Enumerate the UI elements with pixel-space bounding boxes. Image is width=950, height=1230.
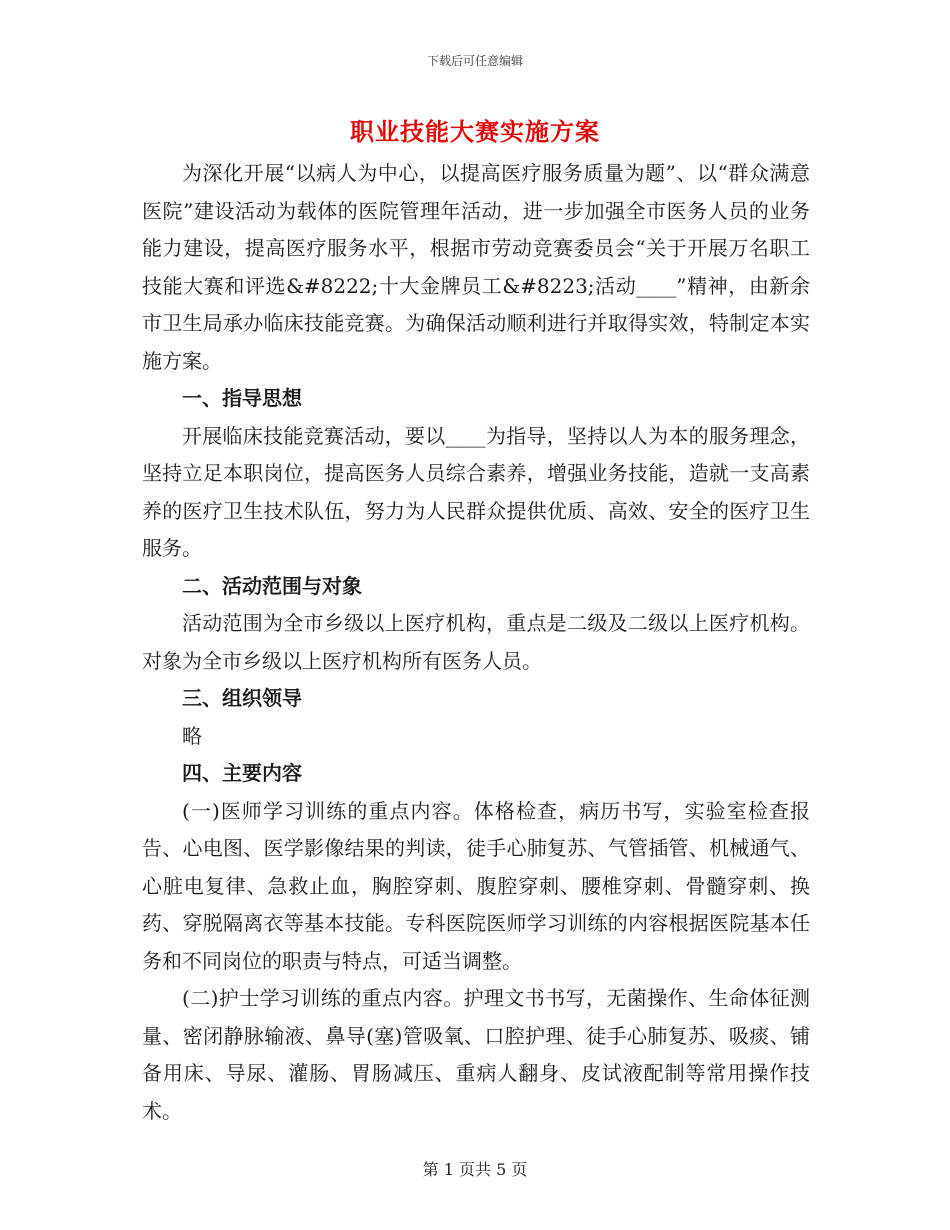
section-heading-main-content: 四、主要内容: [182, 761, 302, 785]
section-paragraph: 开展临床技能竞赛活动，要以____为指导，坚持以人为本的服务理念，坚持立足本职岗位，提高医务人员综合素养，增强业务技能，造就一支高素养的医疗卫生技术队伍，努力为人民群众提供优质、高效、安全的医疗卫生服务。: [142, 423, 810, 560]
section-paragraph: (一)医师学习训练的重点内容。体格检查，病历书写，实验室检查报告、心电图、医学影像结果的判读，徒手心肺复苏、气管插管、机械通气、心脏电复律、急救止血，胸腔穿刺、腹腔穿刺、腰椎穿刺、骨髓穿刺、换药、穿脱隔离衣等基本技能。专科医院医师学习训练的内容根据医院基本任务和不同岗位的职责与特点，可适当调整。: [142, 798, 810, 973]
section-heading-organization: 三、组织领导: [182, 686, 302, 710]
section-heading-guiding-ideology: 一、指导思想: [182, 386, 302, 410]
document-title: 职业技能大赛实施方案: [350, 117, 600, 146]
intro-paragraph: 为深化开展“以病人为中心，以提高医疗服务质量为题”、以“群众满意医院”建设活动为载体的医院管理年活动，进一步加强全市医务人员的业务能力建设，提高医疗服务水平，根据市劳动竞赛委员会“关于开展万名职工技能大赛和评选&#8222;十大金牌员工&#8223;活动____”精神，由新余市卫生局承办临床技能竞赛。为确保活动顺利进行并取得实效，特制定本实施方案。: [142, 161, 810, 373]
page-header-note: 下载后可任意编辑: [426, 54, 523, 68]
section-paragraph: (二)护士学习训练的重点内容。护理文书书写，无菌操作、生命体征测量、密闭静脉输液、鼻导(塞)管吸氧、口腔护理、徒手心肺复苏、吸痰、铺备用床、导尿、灌肠、胃肠减压、重病人翻身、皮试液配制等常用操作技术。: [142, 986, 810, 1123]
section-heading-scope: 二、活动范围与对象: [182, 573, 362, 598]
document-body: [142, 155, 810, 1130]
page-number: 第 1 页共 5 页: [422, 1160, 528, 1179]
section-paragraph: 活动范围为全市乡级以上医疗机构，重点是二级及二级以上医疗机构。对象为全市乡级以上医疗机构所有医务人员。: [142, 611, 810, 673]
section-paragraph: 略: [182, 723, 202, 748]
